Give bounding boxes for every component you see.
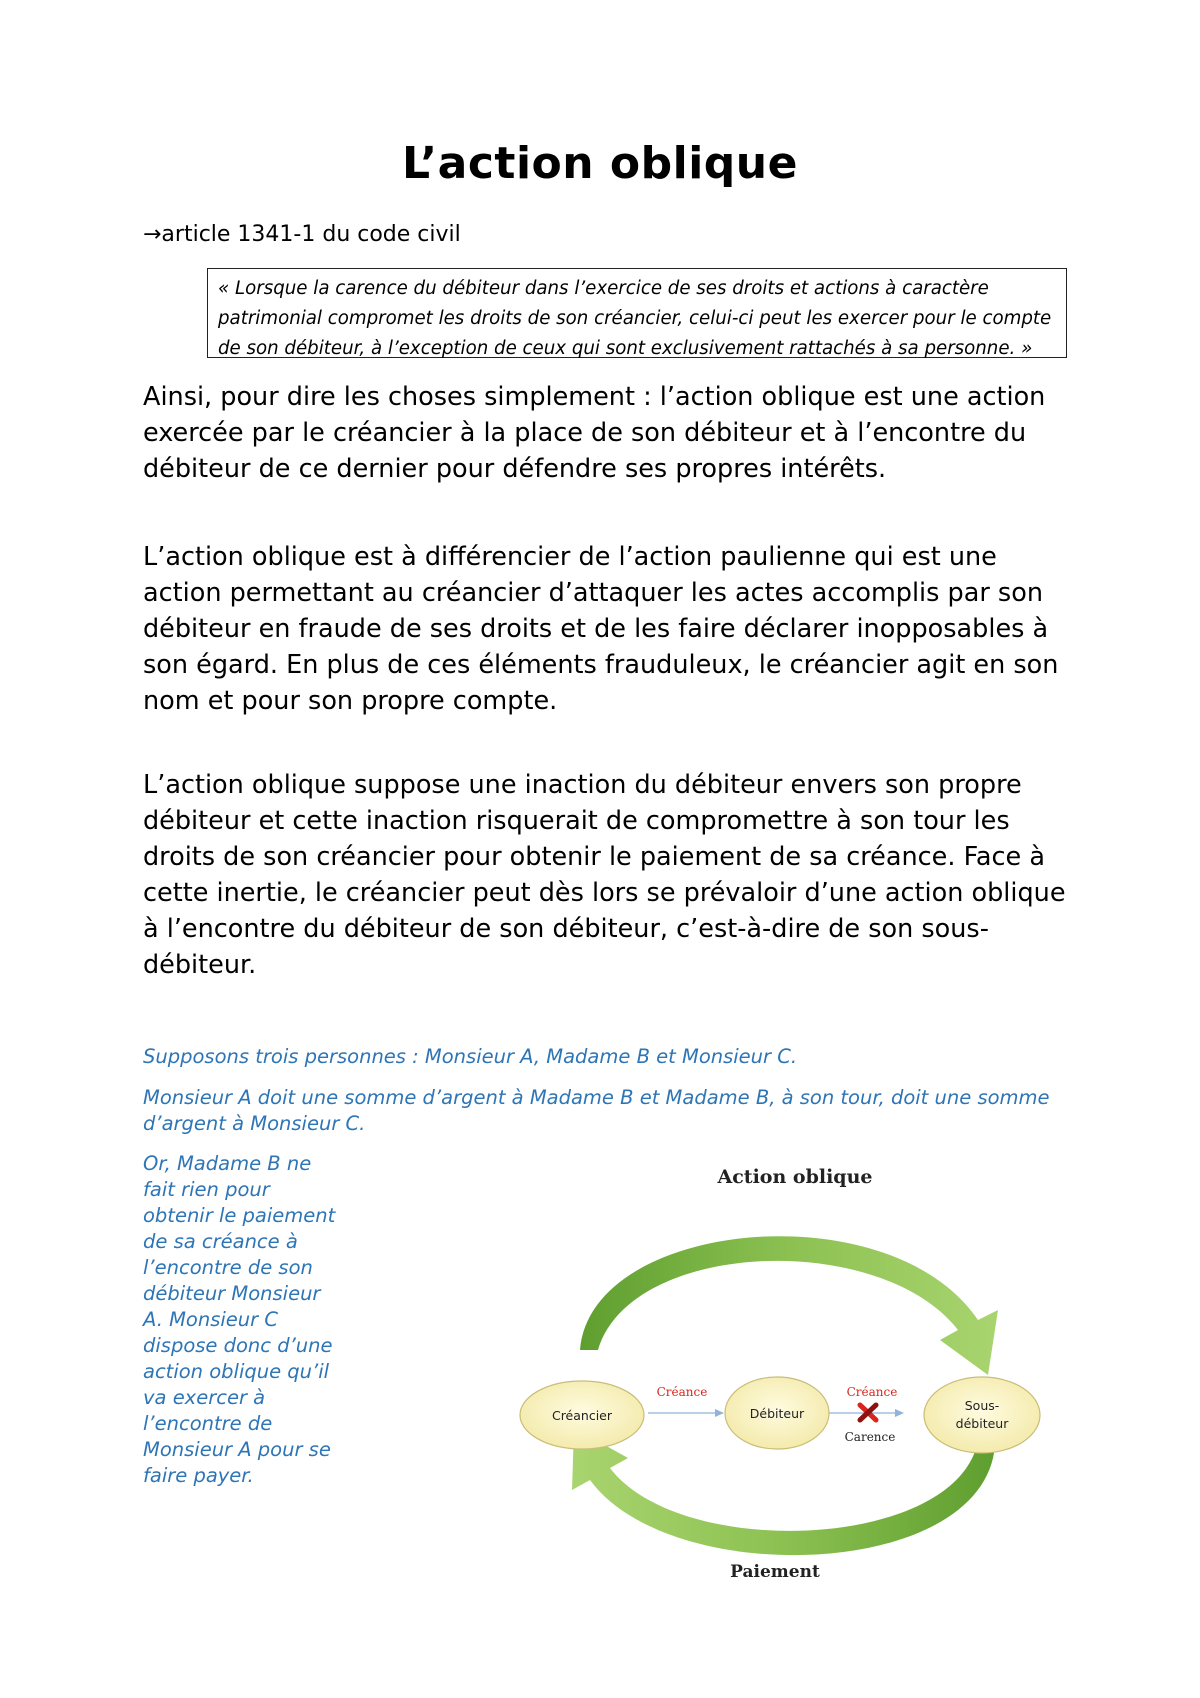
paragraph-definition: Ainsi, pour dire les choses simplement : l’action oblique est une action exercée par le créancier à la place de son débiteur et à l’encontre du débiteur de ce dernier pour défendre ses propres intérêts. [143,382,1046,484]
article-reference: →article 1341-1 du code civil [143,222,461,247]
node-sous-debiteur [924,1377,1040,1453]
label-creance-2: Créance [846,1385,898,1399]
node-debiteur-label: Débiteur [749,1406,805,1421]
example-line-conclusion: Or, Madame B ne fait rien pour obtenir le paiement de sa créance à l’encontre de son débiteur Monsieur A. Monsieur C dispose donc d’une action oblique qu’il va exercer à l’encontre de Monsieur A pour se faire payer. [143,1152,336,1487]
node-sous-debiteur-label-2: débiteur [955,1416,1009,1431]
page-title: L’action oblique [402,138,798,189]
creance-arrowhead-2 [895,1409,904,1417]
example-line-debts: Monsieur A doit une somme d’argent à Madame B et Madame B, à son tour, doit une somme d’argent à Monsieur C. [143,1086,1050,1135]
label-carence: Carence [844,1430,896,1444]
node-sous-debiteur-label-1: Sous- [964,1398,1000,1413]
label-paiement: Paiement [730,1562,820,1582]
action-oblique-diagram [510,1150,1080,1590]
node-creancier-label: Créancier [551,1408,613,1423]
creance-arrowhead-1 [715,1409,724,1417]
example-line-persons: Supposons trois personnes : Monsieur A, Madame B et Monsieur C. [143,1045,798,1068]
diagram-title: Action oblique [717,1166,873,1188]
paragraph-action-paulienne: L’action oblique est à différencier de l’action paulienne qui est une action permettant au créancier d’attaquer les actes accomplis par son débiteur en fraude de ses droits et de les faire déclarer inopposables à son égard. En plus de ces éléments frauduleux, le créancier agit en son nom et pour son propre compte. [143,542,1059,716]
paragraph-inaction: L’action oblique suppose une inaction du débiteur envers son propre débiteur et cette inaction risquerait de compromettre à son tour les droits de son créancier pour obtenir le paiement de sa créance. Face à cette inertie, le créancier peut dès lors se prévaloir d’une action oblique à l’encontre du débiteur de son débiteur, c’est-à-dire de son sous-débiteur. [143,770,1066,980]
label-creance-1: Créance [656,1385,708,1399]
top-arc-arrow [580,1236,998,1375]
legal-quote-box: « Lorsque la carence du débiteur dans l’exercice de ses droits et actions à caractère patrimonial compromet les droits de son créancier, celui-ci peut les exercer pour le compte de son débiteur, à l’exception de ceux qui sont exclusivement rattachés à sa personne. » [207,268,1067,358]
